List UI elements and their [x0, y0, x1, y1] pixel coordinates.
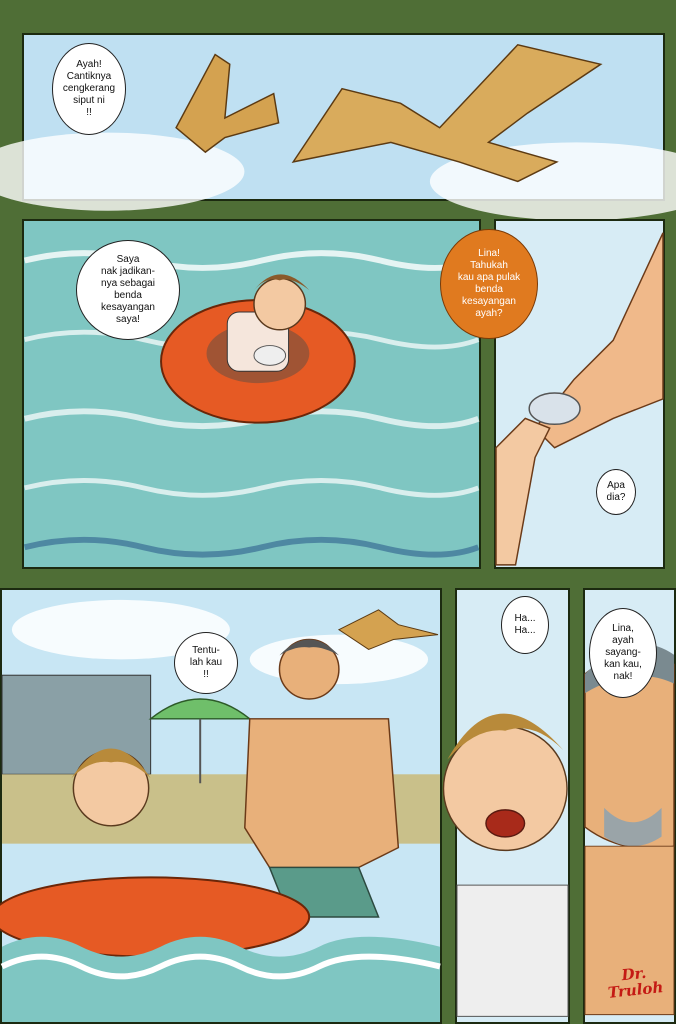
panel-2-girl-in-sea [22, 219, 481, 569]
seagull-icon [293, 45, 601, 182]
speech-bubble-treasure: Saya nak jadikan- nya sebagai benda kesayangan saya! [76, 240, 180, 340]
panel-4-beach [0, 588, 442, 1024]
seashell-icon [529, 393, 580, 424]
panel-1-art [24, 35, 663, 199]
seagull-icon [176, 55, 278, 153]
speech-bubble-laugh: Ha... Ha... [501, 596, 549, 654]
speech-bubble-of-course: Tentu- lah kau !! [174, 632, 238, 694]
speech-bubble-shell: Ayah! Cantiknya cengkerang siput ni !! [52, 43, 126, 135]
panel-3-hands [457, 219, 665, 569]
panel-5-girl-laughing [455, 588, 570, 1024]
panel-1-seagulls [22, 33, 665, 201]
speech-bubble-question: Lina! Tahukah kau apa pulak benda kesayangan ayah? [440, 229, 538, 339]
artist-signature: Dr. Truloh [606, 963, 664, 1002]
speech-bubble-love: Lina, ayah sayang- kan kau, nak! [589, 608, 657, 698]
girl-hand [496, 418, 550, 564]
beach-umbrella-icon [151, 699, 250, 783]
seashell-icon [254, 346, 286, 366]
panel-5-art [457, 590, 568, 1022]
speech-bubble-what: Apa dia? [596, 469, 636, 515]
panel-6-father [583, 588, 676, 1024]
